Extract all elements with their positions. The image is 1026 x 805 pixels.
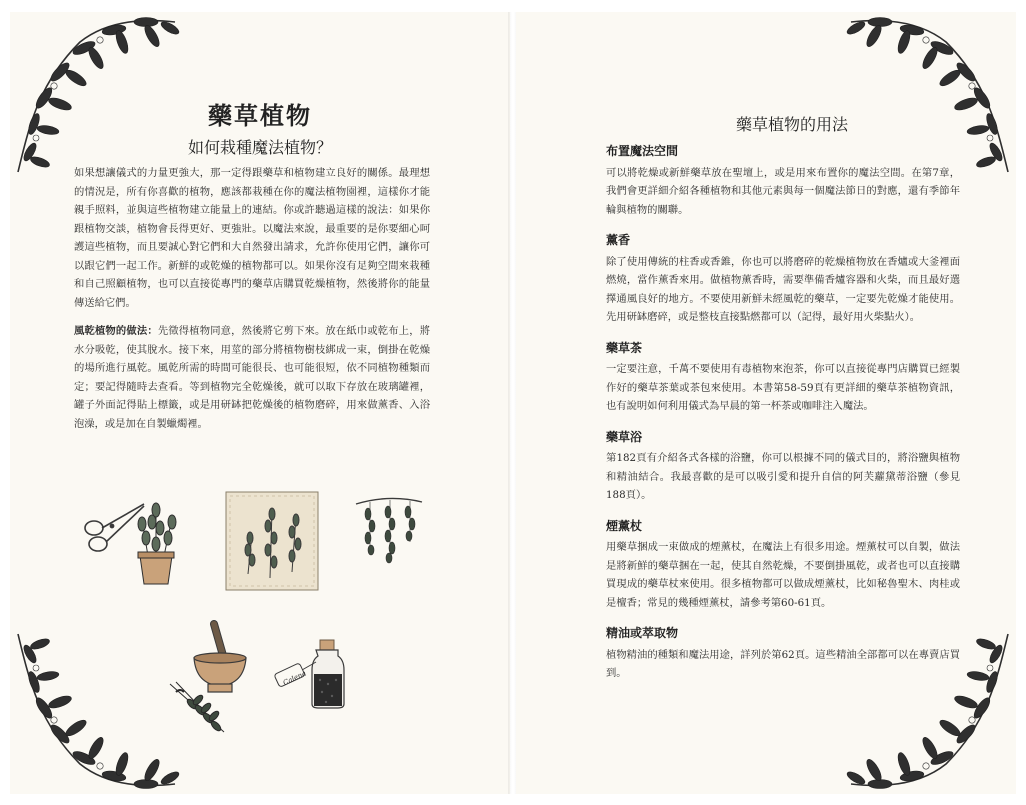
drying-text: 先徵得植物同意，然後將它剪下來。放在紙巾或乾布上，將水分吸乾，使其脫水。接下來，用莖的部分將植物樹枝綁成一束，倒掛在乾燥的場所進行風乾。風乾所需的時間可能很長、也可能很短，依不同植物種類而定；要記得隨時去查看。等到植物完全乾燥後，就可以取下存放在玻璃罐裡，罐子外面記得貼上標籤，或是用研缽把乾燥後的植物磨碎，用來做薰香、入浴泡澡，或是加在自製蠟燭裡。 bbox=[74, 325, 431, 430]
right-page bbox=[516, 12, 1016, 794]
intro-paragraph: 如果想讓儀式的力量更強大，那一定得跟藥草和植物建立良好的關係。最理想的情況是，所有你喜歡的植物，應該都栽種在你的魔法植物園裡，這樣你才能親手照料，並與這些植物建立能量上的連結。你或許聽過這樣的說法：如果你跟植物交談，植物會長得更好、更強壯。以魔法來說，最重要的是你要細心呵護這些植物，而且要誠心對它們和大自然發出請求，允許你使用它們，讓你可以跟它們一起工作。新鮮的或乾燥的植物都可以。如果你沒有足夠空間來栽種和自己照顧植物，也可以直接從專門的藥草店購買乾燥植物，然後將你的能量傳送給它們。 bbox=[74, 167, 430, 309]
labeled-jar-icon bbox=[272, 636, 348, 712]
use-section bbox=[606, 624, 960, 683]
jar-label: Calena bbox=[281, 669, 308, 688]
use-section bbox=[606, 517, 960, 613]
drying-paragraph bbox=[74, 322, 430, 433]
use-heading: 煙薰杖 bbox=[606, 518, 643, 533]
use-text: 用藥草捆成一束做成的煙薰杖，在魔法上有很多用途。煙薰杖可以自製，做法是將新鮮的藥草捆在一起，使其自然乾燥，不要倒掛風乾，或者也可以直接購買現成的藥草杖來使用。很多植物都可以做成煙薰杖，比如秘魯聖木、肉桂或是檀香；常見的幾種煙薰杖，請參考第60-61頁。 bbox=[606, 541, 960, 609]
use-heading: 藥草茶 bbox=[606, 340, 643, 355]
hanging-herbs-icon bbox=[354, 492, 424, 566]
use-section bbox=[606, 231, 960, 327]
page-subtitle: 如何栽種魔法植物？ bbox=[187, 138, 332, 157]
use-text: 一定要注意，千萬不要使用有毒植物來泡茶，你可以直接從專門店購買已經製作好的藥草茶葉或茶包來使用。本書第58-59頁有更詳細的藥草茶植物資訊，也有說明如何利用儀式為早晨的第一杯茶或咖啡注入魔法。 bbox=[606, 363, 960, 412]
left-page bbox=[10, 12, 510, 794]
right-body-text bbox=[606, 142, 960, 695]
use-text: 可以將乾燥或新鮮藥草放在聖壇上，或是用來布置你的魔法空間。在第7章，我們會更詳細介紹各種植物和其他元素與每一個魔法節日的對應，還有季節年輪與植物的關聯。 bbox=[606, 166, 960, 216]
use-heading: 薰香 bbox=[606, 233, 631, 247]
potted-herb-icon bbox=[128, 498, 184, 588]
page-title: 藥草植物 bbox=[208, 101, 312, 130]
use-section bbox=[606, 428, 960, 505]
drying-cloth-herbs-icon bbox=[222, 488, 322, 594]
section-title: 藥草植物的用法 bbox=[735, 115, 848, 134]
drying-label: 風乾植物的做法： bbox=[74, 325, 158, 337]
use-heading: 布置魔法空間 bbox=[606, 144, 679, 158]
corner-leaf-ornament-icon bbox=[10, 624, 180, 794]
use-heading: 精油或萃取物 bbox=[606, 626, 679, 640]
left-body-text bbox=[74, 164, 430, 443]
use-heading: 藥草浴 bbox=[606, 429, 643, 444]
use-text: 第182頁有介紹各式各樣的浴鹽，你可以根據不同的儀式目的，將浴鹽與植物和精油結合。我最喜歡的是可以吸引愛和提升自信的阿芙蘿黛蒂浴鹽（參見188頁）。 bbox=[606, 452, 960, 501]
use-section bbox=[606, 142, 960, 219]
herb-bundle-icon bbox=[162, 678, 236, 738]
use-text: 植物精油的種類和魔法用途，詳列於第62頁。這些精油全部都可以在專賣店買到。 bbox=[606, 648, 960, 679]
use-section bbox=[606, 339, 960, 416]
use-text: 除了使用傳統的柱香或香錐，你也可以將磨碎的乾燥植物放在香爐或大釜裡面燃燒，當作薰香來用。做植物薰香時，需要準備香爐容器和火柴，而且最好選擇通風良好的地方。不要使用新鮮未經風乾的藥草，一定要先乾燥才能使用。先用研缽磨碎，或是整枝直接點燃都可以（記得，最好用火柴點火）。 bbox=[606, 255, 960, 323]
